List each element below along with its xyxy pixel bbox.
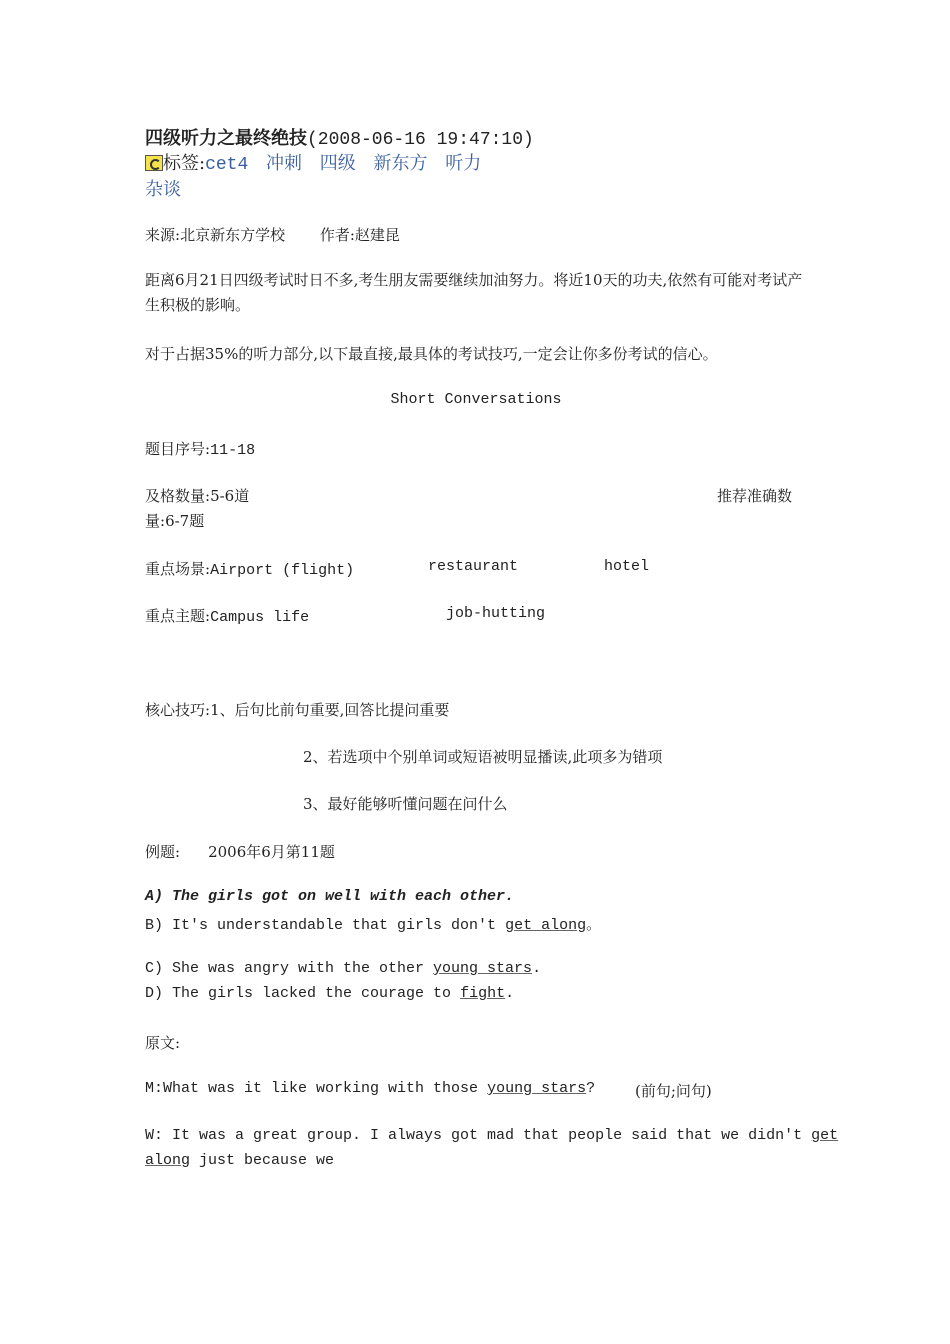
title-text: 四级听力之最终绝技 bbox=[145, 128, 307, 149]
transcript-w-text: W: It was a great group. I always got mad that people said that we didn't bbox=[145, 1127, 812, 1144]
example-line bbox=[145, 841, 335, 862]
source-line bbox=[145, 224, 400, 245]
transcript-w-end: just because we bbox=[190, 1152, 335, 1169]
scenes-label: 重点场景: bbox=[145, 560, 211, 578]
option-b-end: 。 bbox=[586, 917, 602, 934]
option-d-underlined: fight bbox=[460, 985, 506, 1002]
option-b-text: B) It's understandable that girls don't bbox=[145, 917, 506, 934]
option-d-end: . bbox=[505, 985, 515, 1002]
skill-3: 3、最好能够听懂问题在问什么 bbox=[303, 795, 508, 813]
intro-paragraph-1: 距离6月21日四级考试时日不多,考生朋友需要继续加油努力。将近10天的功夫,依然有可能对考试产生积极的影响。 bbox=[145, 271, 803, 314]
transcript-m-underlined: young stars bbox=[487, 1080, 587, 1097]
author-label: 作者: bbox=[319, 226, 355, 244]
tag-link-cet4[interactable]: cet4 bbox=[205, 155, 249, 175]
transcript-m-note: (前句;问句) bbox=[635, 1082, 712, 1100]
intro-paragraph-2: 对于占据35%的听力部分,以下最直接,最具体的考试技巧,一定会让你多份考试的信心。 bbox=[145, 345, 718, 363]
option-d-text: D) The girls lacked the courage to bbox=[145, 985, 461, 1002]
tags-row-2 bbox=[145, 175, 181, 201]
option-c-underlined: young stars bbox=[433, 960, 533, 977]
skill-1 bbox=[145, 699, 449, 720]
option-b bbox=[145, 913, 601, 934]
article-title bbox=[145, 124, 534, 150]
option-c bbox=[145, 960, 541, 977]
pass-label: 及格数量: bbox=[145, 487, 211, 505]
scene-airport: Airport (flight) bbox=[210, 562, 355, 579]
original-label: 原文: bbox=[145, 1034, 181, 1052]
tags-row bbox=[145, 149, 481, 175]
source-label: 来源: bbox=[145, 226, 181, 244]
example-label: 例题: bbox=[145, 843, 181, 861]
recommend-label-end: 量: bbox=[145, 512, 166, 530]
tag-link-tingli[interactable]: 听力 bbox=[445, 153, 482, 174]
title-datetime: (2008-06-16 19:47:10) bbox=[307, 130, 534, 150]
tag-link-chongci[interactable]: 冲刺 bbox=[266, 153, 303, 174]
transcript-w-underlined-2: along bbox=[145, 1152, 191, 1169]
topics-label: 重点主题: bbox=[145, 607, 211, 625]
key-topics bbox=[145, 605, 309, 626]
skill-text-1: 1、后句比前句重要,回答比提问重要 bbox=[210, 701, 450, 719]
recommend-count bbox=[145, 510, 204, 531]
option-d bbox=[145, 985, 514, 1002]
skill-2: 2、若选项中个别单词或短语被明显播读,此项多为错项 bbox=[303, 748, 663, 766]
recommend-value: 6-7题 bbox=[165, 512, 205, 530]
topic-campus: Campus life bbox=[210, 609, 310, 626]
transcript-m-end: ? bbox=[586, 1080, 596, 1097]
transcript-w-line1 bbox=[145, 1127, 838, 1144]
pass-count bbox=[145, 485, 249, 506]
question-numbers bbox=[145, 438, 255, 459]
tag-link-zatan[interactable]: 杂谈 bbox=[145, 179, 181, 200]
section-heading: Short Conversations bbox=[390, 391, 562, 408]
tags-label: 标签: bbox=[163, 153, 206, 174]
option-c-text: C) She was angry with the other bbox=[145, 960, 434, 977]
scene-restaurant: restaurant bbox=[428, 558, 519, 575]
recommend-label-part: 推荐准确数 bbox=[717, 487, 793, 505]
tag-link-xindongfang[interactable]: 新东方 bbox=[373, 153, 428, 174]
example-ref: 2006年6月第11题 bbox=[208, 843, 335, 861]
transcript-w-underlined-1: get bbox=[811, 1127, 839, 1144]
source-value: 北京新东方学校 bbox=[180, 226, 286, 244]
numbers-value: 11-18 bbox=[210, 442, 256, 459]
pass-value: 5-6道 bbox=[210, 487, 250, 505]
transcript-w-line2 bbox=[145, 1152, 334, 1169]
option-c-end: . bbox=[532, 960, 542, 977]
option-b-underlined: get along bbox=[505, 917, 587, 934]
option-a: A) The girls got on well with each other. bbox=[145, 888, 515, 905]
transcript-m bbox=[145, 1080, 595, 1097]
skills-label: 核心技巧: bbox=[145, 701, 211, 719]
scene-hotel: hotel bbox=[604, 558, 650, 575]
tag-icon bbox=[145, 155, 163, 171]
topic-job: job-hutting bbox=[446, 605, 546, 622]
transcript-m-text: M:What was it like working with those bbox=[145, 1080, 488, 1097]
key-scenes bbox=[145, 558, 354, 579]
numbers-label: 题目序号: bbox=[145, 440, 211, 458]
tag-link-siji[interactable]: 四级 bbox=[319, 153, 356, 174]
author-value: 赵建昆 bbox=[354, 226, 400, 244]
